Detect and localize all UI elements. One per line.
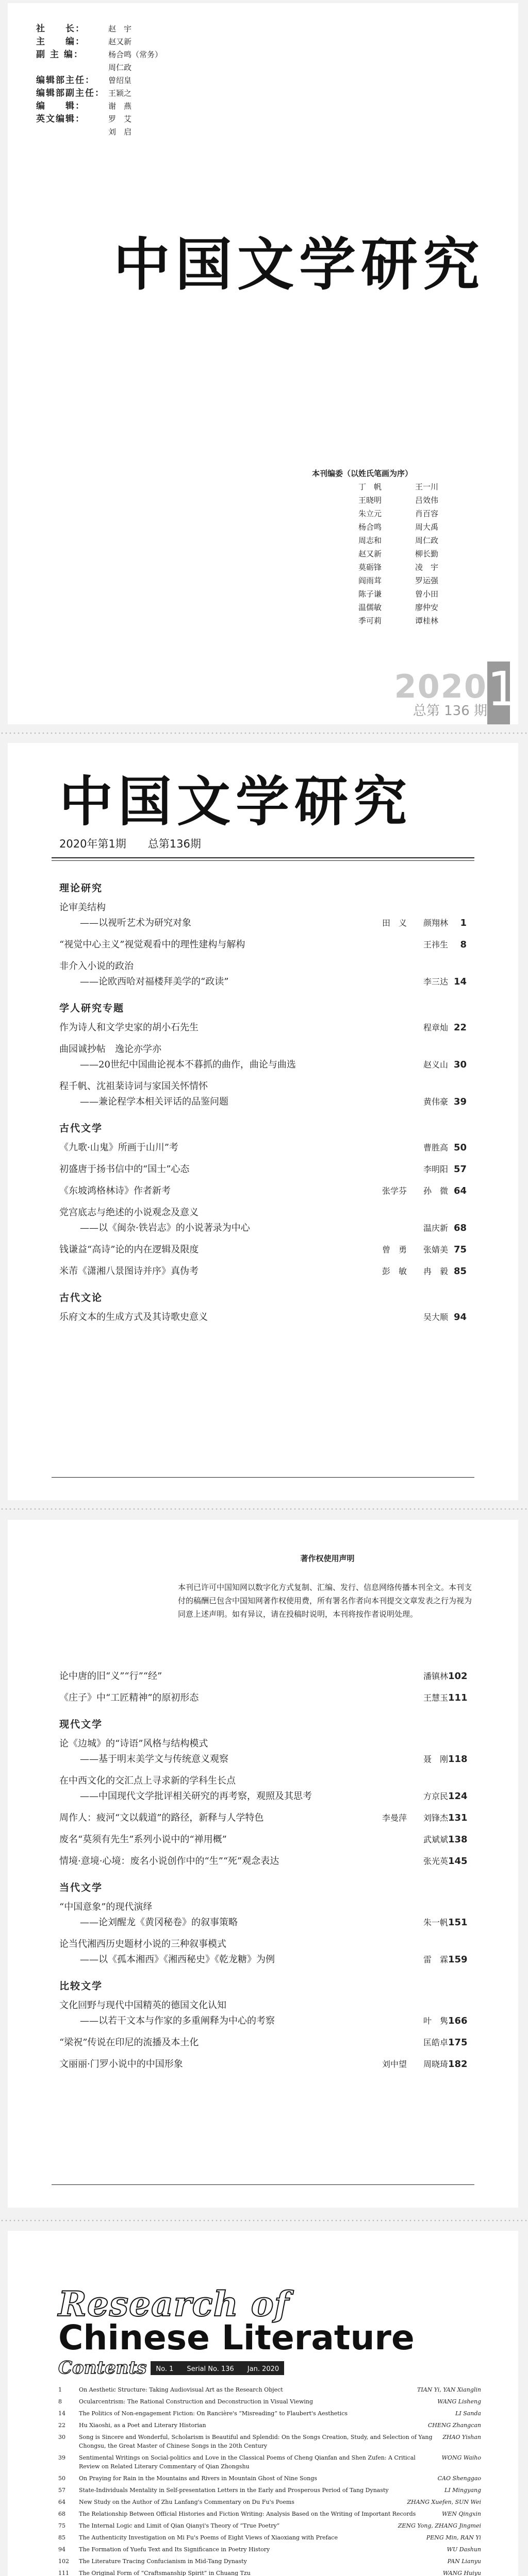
page-separator: [0, 2218, 528, 2223]
english-toc-item: [58, 2569, 481, 2576]
toc-item-title: ——20世纪中国曲论视本不暮抓的曲作，曲论与曲选: [80, 1059, 296, 1070]
toc-item: [59, 1789, 467, 1804]
masthead-row: [36, 48, 162, 61]
english-toc-author: ZHANG Xuefen, SUN Wei: [407, 2499, 481, 2505]
toc-item-author: 曾 勇 张婧美: [382, 1245, 448, 1255]
toc-item-title: ——兼论程学本相关评话的品鉴问题: [80, 1096, 228, 1107]
english-toc-author: PAN Lianyu: [447, 2558, 481, 2565]
toc-item-page: 118: [448, 1754, 468, 1765]
english-toc-title: The Literature Tracing Confucianism in Mid-Tang Dynasty: [79, 2558, 247, 2565]
toc-item-page: 39: [453, 1096, 467, 1107]
toc-item-page: 8: [460, 939, 467, 950]
masthead-row: [36, 23, 162, 36]
toc-list-1: [59, 869, 467, 1332]
toc-item-author: 刘中望 周晓琦: [382, 2059, 448, 2069]
toc-item-title: 在中西文化的交汇点上寻求新的学科生长点: [59, 1775, 236, 1786]
toc-list-2: [59, 1669, 467, 2079]
toc-item: [59, 1221, 467, 1235]
english-toc-list: [58, 2385, 481, 2576]
english-toc-page: 14: [58, 2410, 65, 2417]
toc-item-title: 米芾《潇湘八景图诗并序》真伪考: [59, 1266, 199, 1277]
toc-item-author: 王慧玉: [423, 1693, 448, 1703]
toc-item: [59, 1095, 467, 1109]
toc-item-title: ——以若干文本与作家的多重阐释为中心的考察: [80, 2015, 275, 2026]
english-toc-title: On Aesthetic Structure: Taking Audiovisual Art as the Research Object: [79, 2386, 283, 2393]
toc-item-author: 田 义 颜翔林: [382, 918, 448, 928]
divider: [52, 2184, 474, 2185]
masthead-role: 编 辑：: [36, 101, 85, 111]
toc-item-title: 论审美结构: [59, 902, 106, 913]
toc-item: [59, 1916, 467, 1930]
toc-item-title: 文化回野与现代中国精英的德国文化认知: [59, 2000, 226, 2011]
cover-page: [8, 3, 518, 724]
toc-item-title: 非介入小说的政治: [59, 961, 134, 972]
toc-item: [59, 1206, 467, 1220]
toc-item-page: 138: [448, 1834, 468, 1845]
toc-item-author: 赵义山: [423, 1060, 448, 1070]
english-toc-item: [58, 2397, 481, 2406]
english-toc-item: [58, 2474, 481, 2483]
toc-item-page: 175: [448, 2037, 468, 2048]
toc-section-title: 古代文学: [59, 1123, 103, 1134]
english-toc-author: WANG Huiyu: [442, 2570, 481, 2576]
toc-item-title: 作为诗人和文学史家的胡小石先生: [59, 1022, 199, 1033]
toc-item-author: 叶 隽: [423, 2016, 448, 2026]
editorial-board: [312, 467, 472, 628]
cover-issue-number: 1: [487, 662, 510, 724]
english-toc-author: LI Sanda: [455, 2410, 481, 2417]
english-toc-page: 85: [58, 2534, 65, 2541]
toc-item-page: 68: [453, 1223, 467, 1233]
toc-item-page: 22: [453, 1022, 467, 1033]
english-toc-title: The Relationship Between Official Histories and Fiction Writing: Analysis Based on the Writing of Important Records: [79, 2511, 416, 2517]
board-member: 谭桂林: [415, 616, 439, 625]
board-member: 罗运强: [415, 576, 439, 585]
masthead-row: [36, 61, 162, 74]
toc-item: [59, 1264, 467, 1279]
board-member: 肖百容: [415, 509, 439, 518]
editorial-board-title: 本刊编委（以姓氏笔画为序）: [312, 469, 413, 478]
board-member: 温儒敏: [358, 603, 382, 612]
toc-section-title: 现代文学: [59, 1719, 103, 1730]
contents-heading: [58, 2358, 284, 2378]
english-toc-item: [58, 2545, 481, 2554]
toc-item: [59, 1737, 467, 1751]
toc-item-page: 64: [453, 1185, 467, 1196]
toc-section-title: 比较文学: [59, 1980, 103, 1992]
toc-item: [59, 1833, 467, 1847]
toc-item-title: ——以视听艺术为研究对象: [80, 918, 191, 928]
english-toc-author: PENG Min, RAN Yi: [426, 2534, 481, 2541]
masthead-role: 英文编辑：: [36, 114, 85, 124]
masthead-row: [36, 87, 162, 100]
english-toc-author: WEN Qingxin: [442, 2511, 481, 2517]
toc-item-page: 85: [453, 1266, 467, 1277]
board-member: 丁 帆: [358, 482, 382, 492]
board-member: 凌 宇: [415, 563, 439, 572]
toc-section-title: 理论研究: [59, 883, 103, 894]
toc-item-title: 情境·意境·心境：废名小说创作中的“生”“死”观念表达: [59, 1856, 279, 1867]
toc-item-title: “梁祝”传说在印尼的流播及本土化: [59, 2037, 199, 2048]
toc-item: [59, 938, 467, 952]
cover-year-block: [394, 662, 518, 719]
toc-item: [59, 1021, 467, 1035]
toc-item-author: 曹胜高: [423, 1143, 448, 1153]
board-member: 莫砺锋: [358, 563, 382, 572]
english-toc-page: 8: [58, 2398, 62, 2405]
masthead-name: 周仁政: [108, 63, 132, 72]
english-toc-title: Hu Xiaoshi, as a Poet and Literary Historian: [79, 2422, 206, 2429]
toc-item-title: 乐府文本的生成方式及其诗歌史意义: [59, 1312, 208, 1323]
issue-info-box: No. 1 Serial No. 136 Jan. 2020: [151, 2361, 284, 2375]
toc-item-page: 166: [448, 2015, 468, 2026]
english-toc-title: The Original Form of “Craftsmanship Spirit” in Chuang Tzu: [79, 2570, 251, 2576]
board-member: 吕效伟: [415, 496, 439, 505]
english-toc-page: 102: [58, 2558, 69, 2565]
toc-item-author: 聂 刚: [423, 1754, 448, 1764]
toc-item-title: ——以《孤本湘西》《湘西秘史》《乾龙糖》为例: [80, 1954, 275, 1965]
toc-item-page: 50: [453, 1142, 467, 1153]
toc-item-page: 145: [448, 1856, 468, 1867]
masthead-name: 谢 燕: [108, 101, 132, 111]
english-toc-item: [58, 2521, 481, 2530]
masthead-role: 副 主 编：: [36, 49, 84, 60]
toc-item-title: 党宫底志与绝述的小说观念及意义: [59, 1207, 199, 1218]
board-member: 曾小田: [415, 589, 439, 599]
toc-item-title: 《九歌·山鬼》所画于山川”考: [59, 1142, 178, 1153]
english-toc-page: 22: [58, 2422, 65, 2429]
toc-item-page: 111: [448, 1692, 468, 1703]
contents-page-1: [8, 743, 518, 1500]
board-member: 朱立元: [358, 509, 382, 518]
english-title-line2: Chinese Literature: [58, 2318, 415, 2358]
toc-item-title: 钱谦益“高诗”论的内在逻辑及限度: [59, 1244, 199, 1255]
english-toc-page: 1: [58, 2386, 62, 2393]
toc-item-author: 雷 霖: [423, 1955, 448, 1964]
copyright-notice: [178, 1552, 477, 1621]
english-toc-page: 50: [58, 2475, 65, 2482]
toc-item: [59, 1042, 467, 1057]
masthead-role: 主 编：: [36, 37, 85, 47]
contents-page-2: [8, 1520, 518, 2208]
toc-item-title: 论《边城》的“诗语”风格与结构模式: [59, 1738, 208, 1749]
toc-item-page: 182: [448, 2059, 468, 2070]
masthead-row: [36, 126, 162, 139]
toc-item: [59, 1998, 467, 2013]
toc-item-author: 张光英: [423, 1856, 448, 1866]
toc-item-author: 温庆新: [423, 1223, 448, 1233]
toc-item: [59, 916, 467, 930]
toc-item-title: 论当代湘西历史题材小说的三种叙事模式: [59, 1939, 226, 1950]
toc-item-title: ——中国现代文学批评相关研究的再考察，观照及其思考: [80, 1791, 312, 1802]
journal-title-logo: 中国文学研究: [113, 231, 485, 298]
toc-item: [59, 1669, 467, 1684]
toc-item-title: 文丽丽·门罗小说中的中国形象: [59, 2059, 183, 2070]
toc-item-title: “视觉中心主义”视觉观看中的理性建构与解构: [59, 939, 245, 950]
toc-item: [59, 1953, 467, 1967]
english-toc-item: [58, 2421, 481, 2430]
english-toc-title: The Formation of Yuefu Text and Its Significance in Poetry History: [79, 2546, 270, 2553]
english-toc-item: [58, 2510, 481, 2518]
toc-item-author: 匡皓卓: [423, 2038, 448, 2047]
masthead-role: 编辑部副主任：: [36, 88, 105, 98]
board-member: 季可莉: [358, 616, 382, 625]
toc-item-page: 94: [453, 1312, 467, 1323]
board-member: 王晓明: [358, 496, 382, 505]
english-toc-item: [58, 2409, 481, 2418]
toc-item-page: 1: [460, 918, 467, 928]
english-toc-author: WONG Waiho: [441, 2454, 481, 2461]
toc-item-author: 李曼萍 刘锋杰: [382, 1813, 448, 1823]
english-toc-title: New Study on the Author of Zhu Lanfang's Commentary on Du Fu's Poems: [79, 2499, 294, 2505]
toc-item: [59, 1058, 467, 1072]
masthead-row: [36, 74, 162, 87]
toc-item-title: 《东坡鸿格林诗》作者新考: [59, 1185, 171, 1196]
english-toc-title: The Internal Logic and Limit of Qian Qianyi's Theory of “True Poetry”: [79, 2522, 280, 2529]
board-member: 陈子谦: [358, 589, 382, 599]
english-title-line1: Research of: [58, 2284, 290, 2324]
english-toc-page: 94: [58, 2546, 65, 2553]
toc-item: [59, 1310, 467, 1325]
masthead-name: 罗 艾: [108, 114, 132, 124]
masthead-name: 曾绍皇: [108, 76, 132, 85]
toc-item-page: 14: [453, 976, 467, 987]
masthead-name: 刘 启: [108, 127, 132, 137]
english-toc-author: TIAN Yi, YAN Xianglin: [417, 2386, 481, 2393]
toc-item-author: 李三达: [423, 977, 448, 987]
masthead-role: 编辑部主任：: [36, 75, 95, 86]
english-toc-title: The Politics of Non-engagement Fiction: On Rancière's “Misreading” to Flaubert's Aesthetics: [79, 2410, 348, 2417]
english-toc-page: 75: [58, 2522, 65, 2529]
english-toc-author: CHENG Zhangcan: [427, 2422, 481, 2429]
english-toc-title: The Authenticity Investigation on Mi Fu's Poems of Eight Views of Xiaoxiang with Preface: [79, 2534, 338, 2541]
masthead-row: [36, 113, 162, 126]
toc-item: [59, 1854, 467, 1869]
board-member: 杨合鸣: [358, 522, 382, 532]
english-toc-item: [58, 2486, 481, 2495]
toc-item: [59, 959, 467, 974]
toc-item-title: ——论欧西哈对福楼拜美学的“政读”: [80, 976, 229, 987]
editorial-board-names: [358, 480, 472, 628]
toc-item-title: 初盛唐于扬书信中的“国士”心态: [59, 1164, 190, 1175]
english-toc-title: Song is Sincere and Wonderful, Scholarism is Beautiful and Splendid: On the Songs Creation, Study, and Selection of Yang Chongsu, the Great Master of Chinese Songs in the 20th Century: [79, 2434, 433, 2449]
issue-line: 2020年第1期 总第136期: [59, 838, 201, 850]
english-toc-page: 57: [58, 2487, 65, 2494]
toc-item-page: 131: [448, 1812, 468, 1823]
toc-item-page: 124: [448, 1791, 468, 1802]
english-toc-author: WU Dashun: [447, 2546, 481, 2553]
masthead-name: 赵又新: [108, 37, 132, 46]
toc-item-author: 方京民: [423, 1791, 448, 1801]
toc-item: [59, 901, 467, 915]
english-toc-item: [58, 2385, 481, 2394]
toc-item-page: 30: [453, 1059, 467, 1070]
toc-item-title: “中国意象”的现代演绎: [59, 1902, 153, 1912]
toc-item: [59, 2036, 467, 2050]
masthead-role: [36, 126, 108, 139]
toc-item: [59, 1752, 467, 1767]
toc-item-author: 张学芬 孙 微: [382, 1186, 448, 1196]
english-toc-item: [58, 2533, 481, 2542]
toc-item: [59, 1184, 467, 1198]
toc-item-author: 吴大顺: [423, 1312, 448, 1322]
toc-item-author: 彭 敏 冉 毅: [382, 1266, 448, 1276]
toc-item-page: 75: [453, 1244, 467, 1255]
toc-item-title: ——论刘醒龙《黄冈秘卷》的叙事策略: [80, 1917, 238, 1928]
toc-item-title: 论中唐的旧“义”“行”“经”: [59, 1671, 162, 1682]
toc-item: [59, 1811, 467, 1825]
toc-item-title: 《庄子》中“工匠精神”的原初形态: [59, 1692, 199, 1703]
english-toc-title: State-Individuals Mentality in Self-presentation Letters in the Early and Prosperous Period of Tang Dynasty: [79, 2487, 389, 2494]
board-member: 廖仲安: [415, 603, 439, 612]
board-member: 周志和: [358, 536, 382, 545]
masthead-name: 杨合鸣（常务）: [108, 50, 163, 59]
toc-item-title: ——基于明末美学文与传统意义观察: [80, 1754, 228, 1765]
toc-item: [59, 1900, 467, 1914]
english-contents-page: [8, 2231, 518, 2576]
toc-item: [59, 1243, 467, 1257]
toc-item-page: 151: [448, 1917, 468, 1928]
english-toc-author: ZHAO Yishan: [442, 2434, 481, 2441]
toc-item-author: 程章灿: [423, 1023, 448, 1032]
toc-item-author: 朱一帆: [423, 1918, 448, 1927]
toc-item-page: 159: [448, 1954, 468, 1965]
toc-section-title: 当代文学: [59, 1882, 103, 1893]
toc-section-title: 学人研究专题: [59, 1003, 125, 1014]
english-toc-page: 30: [58, 2434, 65, 2441]
english-toc-author: WANG Lisheng: [437, 2398, 481, 2405]
toc-item-title: 废名“莫须有先生”系列小说中的“禅用概”: [59, 1834, 227, 1845]
masthead: [36, 23, 162, 139]
masthead-row: [36, 36, 162, 48]
toc-item-author: 王祎生: [423, 940, 448, 950]
toc-item-title: 周作人：疲河“文以载道”的路径，新释与人学特色: [59, 1812, 264, 1823]
toc-item: [59, 1162, 467, 1177]
board-member: 柳长勤: [415, 549, 439, 558]
board-member: 赵又新: [358, 549, 382, 558]
cover-serial-issue: 总第 136 期: [412, 703, 487, 719]
toc-item-title: ——以《闽杂·铁岩志》的小说著录为中心: [80, 1223, 250, 1233]
page-separator: [0, 1506, 528, 1512]
toc-item: [59, 975, 467, 989]
toc-section-title: 古代文论: [59, 1292, 103, 1303]
english-toc-page: 111: [58, 2570, 69, 2576]
masthead-name: 王颖之: [108, 89, 132, 98]
english-toc-author: ZENG Yong, ZHANG Jingmei: [398, 2522, 481, 2529]
toc-item: [59, 1691, 467, 1705]
english-toc-title: Sentimental Writings on Social-politics and Love in the Classical Poems of Cheng Qianfan and Shen Zufen: A Critical Review on Related Literary Commentary of Qian Zhongshu: [79, 2454, 416, 2470]
toc-item: [59, 2057, 467, 2072]
english-toc-item: [58, 2498, 481, 2506]
toc-item: [59, 1141, 467, 1155]
copyright-notice-body: 本刊已许可中国知网以数字化方式复制、汇编、发行、信息网络传播本刊全文。本刊支付的稿酬已包含中国知网著作权使用费，所有署名作者向本刊提交文章发表之行为视为同意上述声明。如有异议，请在投稿时说明，本刊将按作者说明处理。: [178, 1583, 472, 1619]
english-toc-title: Ocularcentrism: The Rational Construction and Deconstruction in Visual Viewing: [79, 2398, 313, 2405]
toc-item: [59, 1079, 467, 1094]
toc-item-author: 黄伟豪: [423, 1097, 448, 1107]
cover-year: 2020: [394, 668, 487, 705]
toc-item-page: 102: [448, 1671, 468, 1682]
english-toc-author: LI Mingyang: [444, 2487, 481, 2494]
board-member: 周大禹: [415, 522, 439, 532]
copyright-notice-title: 著作权使用声明: [300, 1554, 355, 1563]
toc-item-author: 潘镇林: [423, 1671, 448, 1681]
english-toc-page: 39: [58, 2454, 65, 2461]
divider: [52, 857, 474, 858]
toc-item-title: 曲园诚抄帖 逸论亦学亦: [59, 1044, 161, 1055]
english-toc-title: On Praying for Rain in the Mountains and Rivers in Mountain Ghost of Nine Songs: [79, 2475, 317, 2482]
board-member: 周仁政: [415, 536, 439, 545]
english-toc-item: [58, 2433, 481, 2450]
page-separator: [0, 731, 528, 736]
toc-item-page: 57: [453, 1164, 467, 1175]
divider: [52, 1477, 474, 1478]
toc-item-title: 程千帆、沈祖棻诗词与家国关怀情怀: [59, 1081, 208, 1092]
english-toc-item: [58, 2453, 481, 2471]
masthead-name: 赵 宇: [108, 24, 132, 33]
english-toc-author: CAO Shenggao: [437, 2475, 481, 2482]
divider: [52, 860, 474, 861]
toc-item-author: 武斌斌: [423, 1835, 448, 1844]
board-member: 阎雨茸: [358, 576, 382, 585]
english-toc-page: 68: [58, 2511, 65, 2517]
toc-item: [59, 1774, 467, 1788]
masthead-role: [36, 61, 108, 74]
contents-journal-title: 中国文学研究: [59, 770, 412, 833]
masthead-row: [36, 100, 162, 113]
english-toc-page: 64: [58, 2499, 65, 2505]
toc-item: [59, 1937, 467, 1952]
toc-item-author: 李明阳: [423, 1164, 448, 1174]
masthead-role: 社 长：: [36, 24, 85, 34]
english-toc-item: [58, 2557, 481, 2566]
toc-item: [59, 2014, 467, 2028]
board-member: 王一川: [415, 482, 439, 492]
contents-label: Contents: [58, 2358, 147, 2378]
